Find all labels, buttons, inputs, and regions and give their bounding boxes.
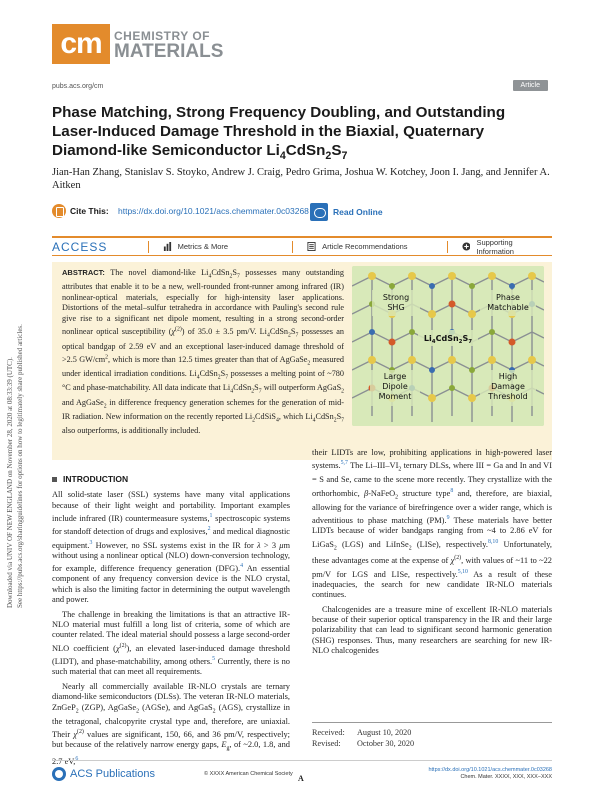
publisher-name: ACS Publications [70, 768, 155, 780]
body-column-right [312, 448, 552, 661]
page-number: A [298, 774, 304, 783]
intro-heading-text: INTRODUCTION [63, 474, 129, 484]
page-footer [52, 760, 552, 784]
metrics-label: Metrics & More [177, 242, 229, 251]
fig-label-large-dipole-2: Dipole [382, 382, 408, 391]
access-divider [148, 241, 149, 253]
supporting-info-label: Supporting Information [476, 237, 514, 256]
intro-paragraph-3: Nearly all commercially available IR-NLO crystals are ternary diamond-like semiconductors (DLSs). The veteran IR-NLO materials, ZnGeP$_2$ (ZGP), AgGaSe$_2$ (AGSe), and AgGaS$_2$ (AGS), crystallize in the tetragonal, chalcopyrite crystal type and, therefore, are uniaxial. Their $\chi^{(2)}$ values are significant, 150, 66, and 36 pm/V, respectively; but because of the relatively narrow energy gaps, $E_g$, of ~2.0, 1.8, and 2.7 eV,$^6$ [52, 681, 290, 767]
abstract-text [62, 268, 540, 437]
received-label: Received: [312, 728, 345, 737]
journal-logo-mark: cm [52, 24, 110, 64]
cite-bar [52, 202, 552, 222]
access-divider [292, 241, 293, 253]
article-title: Phase Matching, Strong Frequency Doubling, and Outstanding Laser-Induced Damage Threshold in the Biaxial, Quaternary Diamond-like Semiconductor $Li_4CdSn_2S_7$ [52, 104, 506, 163]
read-online-button[interactable] [310, 202, 383, 222]
intro-paragraph-1: All solid-state laser (SSL) systems have many vital applications because of their light weight and portability. Important examples include infrared (IR) countermeasure systems,$^1$ spectroscopic systems for standoff detection of drugs and explosives,$^2$ and medical diagnostic equipment.$^3$ However, no SSL systems exist in the IR for λ > 3 μm without using a nonlinear optical (NLO) down-conversion technology, for example, difference frequency generation (DFG).$^4$ An essential component of any frequency conversion device is the NLO crystal, which is also the limiting factor in determining the output wavelength and power. [52, 490, 290, 605]
footer-journal-citation: Chem. Mater. XXXX, XXX, XXX−XXX [460, 774, 552, 780]
side-note-line-2: See https://pubs.acs.org/sharingguidelines for options on how to legitimately share published articles. [16, 324, 24, 608]
intro-paragraph-5: Chalcogenides are a treasure mine of excellent IR-NLO materials because of their superior optical transparency in the IR and their large polarizability that can lead to significant second harmonic generation (SHG) responses. Thus, many researchers are searching for new IR-NLO chalcogenides [312, 604, 552, 656]
fig-label-formula: $Li_4CdSn_2S_7$ [423, 334, 473, 345]
copyright: © XXXX American Chemical Society [204, 771, 293, 777]
revised-label: Revised: [312, 739, 341, 748]
received-row [312, 727, 552, 738]
journal-name-line1: CHEMISTRY OF [114, 29, 211, 43]
authors-text: Jian-Han Zhang, Stanislav S. Stoyko, Andrew J. Craig, Pedro Grima, Joshua W. Kotchey, Joon I. Jang, and Jennifer A. Aitken [52, 167, 550, 191]
fig-label-strong-shg: Strong [382, 293, 410, 302]
crystal-structure-image [352, 266, 544, 426]
fig-label-high-damage: High [498, 372, 518, 381]
journal-name [114, 28, 223, 60]
received-date: August 10, 2020 [357, 728, 412, 737]
plus-circle-icon [462, 242, 471, 251]
side-note-line-1: Downloaded via UNIV OF NEW ENGLAND on November 28, 2020 at 08:33:39 (UTC). [6, 357, 14, 608]
download-side-note [2, 232, 36, 612]
recommendations-link[interactable] [307, 242, 446, 251]
metrics-link[interactable] [163, 242, 292, 251]
journal-url[interactable]: pubs.acs.org/cm [52, 83, 104, 90]
journal-logo[interactable] [52, 24, 223, 64]
journal-name-line2: MATERIALS [114, 41, 224, 62]
toc-graphic [352, 266, 544, 426]
bar-chart-icon [163, 242, 172, 251]
abstract-body: The novel diamond-like $Li_4CdSn_2S_7$ possesses many outstanding attributes that enable it to be a new, well-rounded front-runner among infrared (IR) nonlinear-optical materials, especially for high-intensity laser applications. Distortions of the metal–sulfur tetrahedra in accordance with Pauling's second rule give rise to a significant net dipole moment, resulting in a strong second-order nonlinear optical susceptibility $(\chi^{(2)})$ of 35.0 ± 3.5 pm/V. $Li_4CdSn_2S_7$ possesses an optical bandgap of 2.59 eV and an exceptional laser-induced damage threshold of >2.5 $GW/cm^2$, which is more than 12.5 times greater than that of AgGaSe$_2$ measured under identical irradiation conditions. $Li_4CdSn_2S_7$ possesses a melting point of ~780 °C and phase-matchability. All data indicate that $Li_4CdSn_2S_7$ will outperform AgGaS$_2$ and AgGaSe$_2$ in difference frequency generation schemes for the generation of mid-IR radiation. New information on the recently reported $Li_2CdSiS_4$, which $Li_4CdSn_2S_7$ also outperforms, is additionally included. [62, 268, 344, 436]
article-type-badge: Article [513, 80, 548, 91]
footer-doi-link[interactable]: https://dx.doi.org/10.1021/acs.chemmater.0c03268 [428, 767, 552, 773]
document-icon [307, 242, 316, 251]
intro-paragraph-2: The challenge in breaking the limitations is that an attractive IR-NLO material must fulfill a long list of criteria, some of which are counter related. The ideal material should possess a large second-order NLO coefficient $(\chi^{(2)})$, an elevated laser-induced damage threshold (LIDT), and phase-matchability, among others.$^5$ Currently, there is no such material that can meet all requirements. [52, 609, 290, 677]
acs-publications-logo[interactable] [52, 767, 155, 781]
crystal-structure-drawing [352, 266, 544, 426]
cite-label: Cite This: [70, 206, 109, 216]
access-bar [52, 236, 552, 256]
intro-heading [52, 474, 290, 484]
fig-label-phase-matchable: Phase [496, 293, 520, 302]
recommendations-label: Article Recommendations [322, 242, 408, 251]
intro-paragraph-4: their LIDTs are low, prohibiting applications in high-powered laser systems.$^{5,7}$ The $Li-III-VI_2$ ternary DLSs, where III = Ga and In and VI = S and Se, came to the scene more recently. They crystallize with the orthorhombic, β-NaFeO$_2$ structure type$^8$ and, therefore, are biaxial, allowing for the variance of birefringence over a wider range, which is adventitious to phase matching (PM).$^9$ These materials have better LIDTs because of wider bandgaps ranging from ~4 to 2.86 eV for LiGaS$_2$ (LGS) and LiInSe$_2$ (LISe), respectively.$^{8,10}$ Unfortunately, these advantages come at the expense of $\chi^{(2)}$, with values of ~11 to ~22 pm/V for LGS and LISe, respectively.$^{5,10}$ As a result of these inadequacies, the search for new candidate IR-NLO materials continues. [312, 448, 553, 600]
acs-logo-icon [52, 767, 66, 781]
access-label: ACCESS [52, 239, 108, 254]
doi-link[interactable]: https://dx.doi.org/10.1021/acs.chemmater.0c03268 [118, 206, 309, 216]
section-square-icon [52, 477, 57, 482]
article-dates [312, 722, 552, 749]
footer-citation [428, 767, 552, 781]
revised-date: October 30, 2020 [357, 739, 415, 748]
fig-label-high-damage-2: Damage [491, 382, 525, 391]
body-column-left [52, 474, 290, 771]
abstract-box [52, 262, 552, 460]
fig-label-phase-matchable-2: Matchable [487, 303, 529, 312]
fig-label-large-dipole: Large [383, 372, 407, 381]
fig-label-high-damage-3: Threshold [488, 392, 528, 401]
abstract-label: ABSTRACT: [62, 268, 105, 277]
fig-label-large-dipole-3: Moment [378, 392, 412, 401]
supporting-info-link[interactable] [462, 238, 553, 256]
cite-icon [52, 204, 66, 218]
revised-row [312, 738, 552, 749]
read-online-label: Read Online [333, 207, 383, 217]
fig-label-strong-shg-2: SHG [387, 303, 405, 312]
access-divider [447, 241, 448, 253]
read-online-icon [310, 203, 328, 221]
author-list [52, 166, 552, 192]
